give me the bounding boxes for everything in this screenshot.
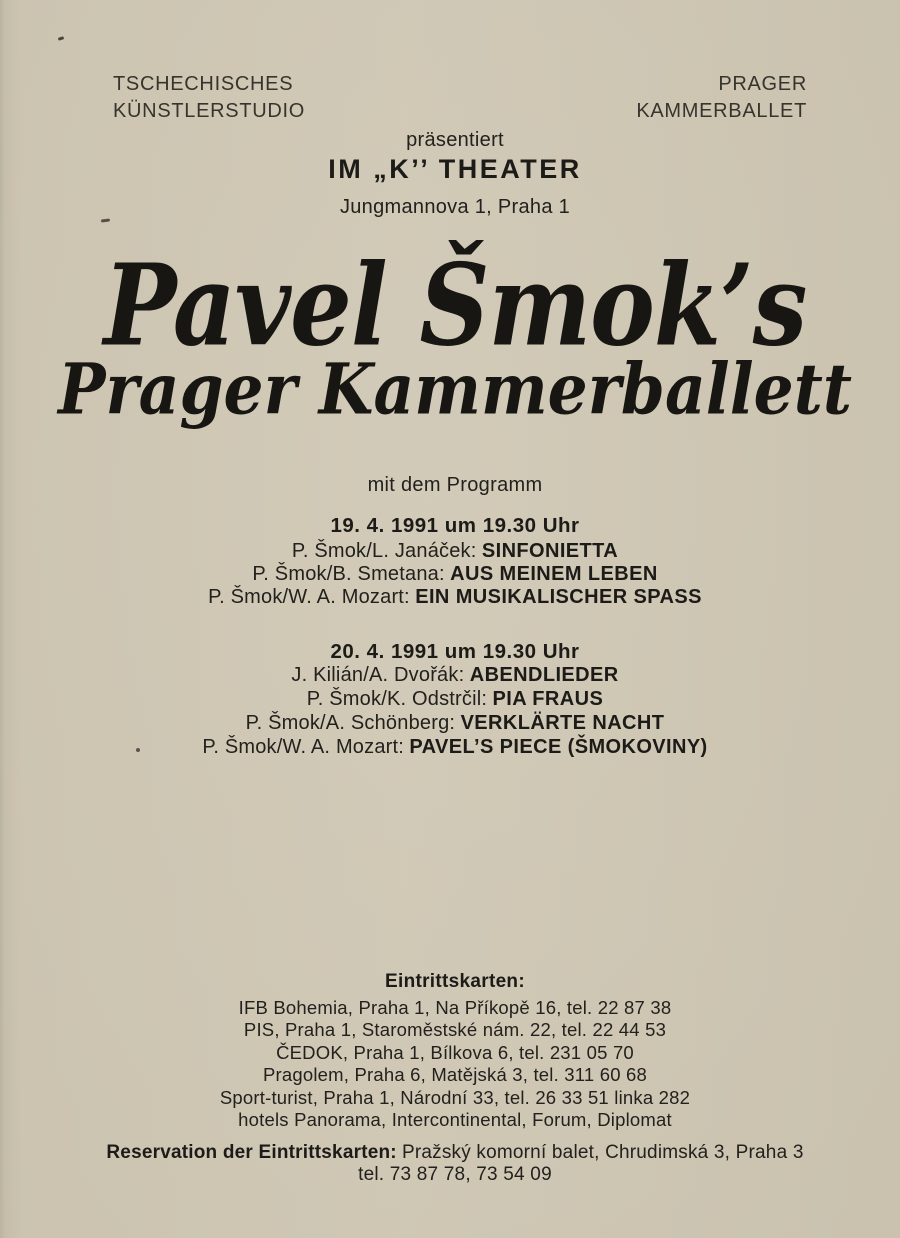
piece-title: VERKLÄRTE NACHT [460,712,665,734]
piece-credits: P. Šmok/A. Schönberg: [245,712,456,734]
piece-credits: P. Šmok/W. A. Mozart: [202,736,405,758]
ticket-outlet: PIS, Praha 1, Staroměstské nám. 22, tel. 22 44 53 [243,1019,667,1041]
tickets-heading: Eintrittskarten: [385,971,525,992]
piece-line [10,540,900,563]
piece-credits: J. Kilián/A. Dvořák: [291,664,465,686]
piece-line [10,663,900,687]
piece-title: AUS MEINEM LEBEN [450,563,658,585]
piece-title: EIN MUSIKALISCHER SPASS [415,586,702,608]
reservation-address: Pražský komorní balet, Chrudimská 3, Praha 3 [401,1142,804,1163]
venue-name: IM „K’’ THEATER [328,154,582,184]
organizer-right-line1: PRAGER [718,73,807,95]
reservation-phone: tel. 73 87 78, 73 54 09 [358,1164,552,1185]
show1-date: 19. 4. 1991 um 19.30 Uhr [330,514,580,537]
ticket-outlet: Sport-turist, Praha 1, Národní 33, tel. 26 33 51 linka 282 [219,1086,691,1108]
organizer-right [636,71,807,125]
reservation-block [10,1142,900,1186]
ticket-outlet: Pragolem, Praha 6, Matějská 3, tel. 311 60 68 [262,1064,647,1086]
ticket-outlet: hotels Panorama, Intercontinental, Forum, Diplomat [238,1109,672,1131]
main-title-line1: Pavel Šmok’s [103,238,807,372]
organizer-left [113,71,305,125]
organizer-right-line2: KAMMERBALLET [636,100,807,122]
presents-text: präsentiert [406,129,504,151]
piece-line [10,711,900,735]
ticket-outlet: IFB Bohemia, Praha 1, Na Příkopě 16, tel. 22 87 38 [238,997,672,1018]
piece-credits: P. Šmok/K. Odstrčil: [306,688,488,710]
reservation-line [10,1142,900,1164]
piece-title: SINFONIETTA [481,540,619,562]
piece-credits: P. Šmok/L. Janáček: [291,540,477,562]
show2-pieces [10,663,900,759]
show1-pieces [10,540,900,609]
organizer-left-line2: KÜNSTLERSTUDIO [113,100,306,122]
ticket-outlet: ČEDOK, Praha 1, Bílkova 6, tel. 231 05 70 [276,1041,634,1063]
show2-date: 20. 4. 1991 um 19.30 Uhr [330,640,580,663]
piece-line [10,687,900,711]
reservation-label: Reservation der Eintrittskarten: [106,1142,397,1163]
piece-title: ABENDLIEDER [469,664,619,686]
piece-line [10,586,900,609]
piece-credits: P. Šmok/B. Smetana: [252,563,445,585]
ticket-outlets [10,997,900,1131]
piece-line [10,563,900,586]
scan-speck [58,36,65,41]
main-title-line2: Prager Kammerballett [58,347,852,431]
scan-speck [101,218,110,222]
piece-line [10,735,900,759]
venue-address: Jungmannova 1, Praha 1 [339,196,571,218]
organizer-left-line1: TSCHECHISCHES [113,73,294,95]
piece-title: PIA FRAUS [492,688,604,710]
program-intro: mit dem Programm [367,474,543,496]
piece-title: PAVEL’S PIECE (ŠMOKOVINY) [409,736,708,758]
piece-credits: P. Šmok/W. A. Mozart: [208,586,410,608]
